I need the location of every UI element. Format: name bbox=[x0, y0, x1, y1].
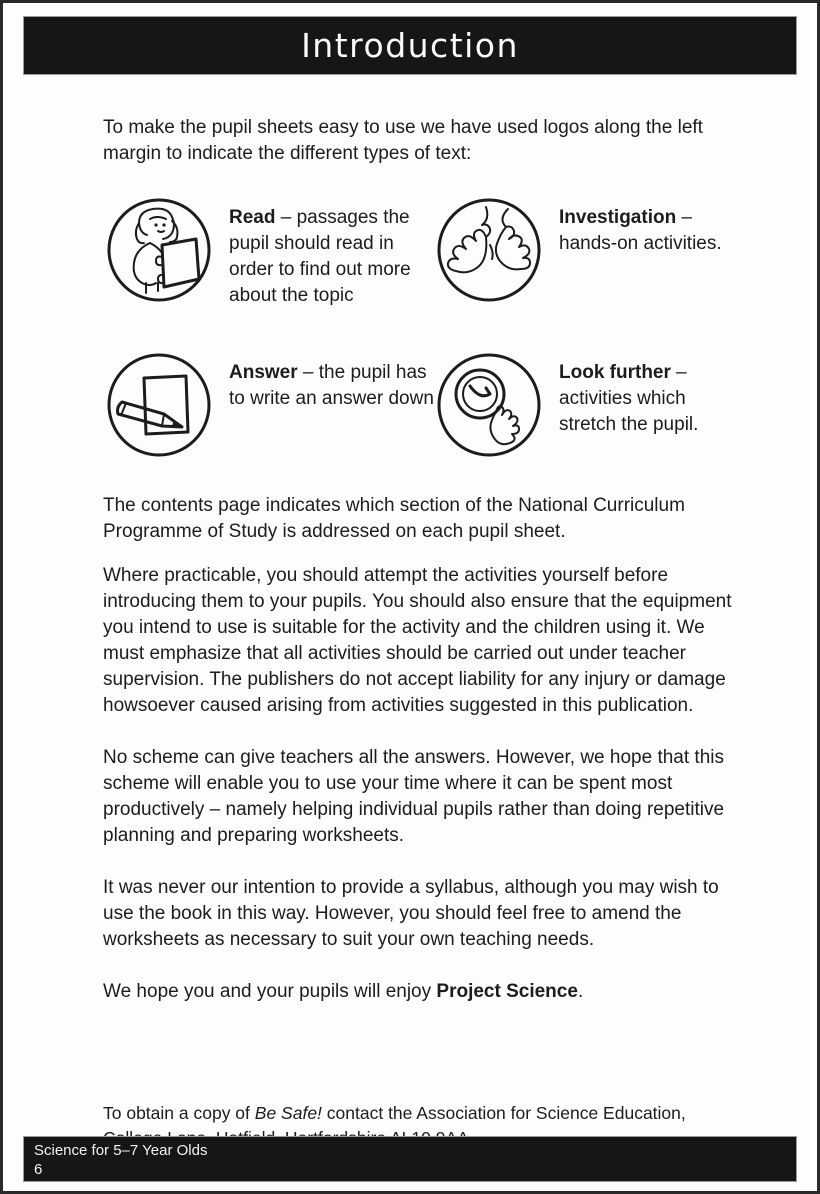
hands-icon bbox=[436, 197, 542, 303]
legend-item-read bbox=[106, 197, 436, 309]
footer-banner bbox=[24, 1137, 796, 1181]
intro-paragraph: To make the pupil sheets easy to use we have used logos along the left margin to indicate the different types of text: bbox=[103, 117, 703, 164]
closing-line bbox=[103, 979, 742, 1005]
page-content bbox=[3, 74, 817, 1151]
legend-text-answer bbox=[229, 360, 434, 412]
reading-girl-icon bbox=[106, 197, 212, 303]
logo-legend bbox=[106, 197, 742, 458]
footer-series-title: Science for 5–7 Year Olds bbox=[34, 1142, 208, 1159]
legend-label: Look further bbox=[559, 362, 671, 383]
legend-description: the pupil has to write an answer down bbox=[229, 362, 434, 409]
legend-label: Read bbox=[229, 207, 276, 228]
legend-description: hands-on activities. bbox=[559, 233, 722, 254]
footer-page-number: 6 bbox=[34, 1161, 43, 1178]
legend-text-investigation bbox=[559, 205, 734, 257]
legend-item-look-further bbox=[436, 352, 742, 458]
closing-suffix: . bbox=[577, 981, 584, 1002]
legend-text-look-further bbox=[559, 360, 734, 438]
legend-text-read bbox=[229, 205, 434, 309]
legend-separator: – bbox=[275, 207, 297, 228]
body-paragraph-scheme: No scheme can give teachers all the answers. However, we hope that this scheme will enable you to use your time where it can be spent most productively – namely helping individual pupils rather than doing repetitive planning and preparing worksheets. bbox=[103, 747, 725, 846]
note-prefix: To obtain a copy of bbox=[103, 1103, 255, 1123]
legend-label: Investigation bbox=[559, 207, 677, 228]
legend-description: passages the pupil should read in order to find out more about the topic bbox=[229, 207, 411, 306]
legend-item-investigation bbox=[436, 197, 742, 309]
header-banner bbox=[24, 17, 796, 74]
legend-separator: – bbox=[676, 207, 693, 228]
body-paragraph-contents: The contents page indicates which section of the National Curriculum Programme of Study is addressed on each pupil sheet. bbox=[103, 495, 685, 542]
magnifier-hand-icon bbox=[436, 352, 542, 458]
legend-description: activities which stretch the pupil. bbox=[559, 388, 699, 435]
legend-item-answer bbox=[106, 352, 436, 458]
closing-prefix: We hope you and your pupils will enjoy bbox=[103, 981, 437, 1002]
closing-emphasis: Project Science bbox=[436, 981, 578, 1002]
legend-separator: – bbox=[297, 362, 319, 383]
legend-label: Answer bbox=[229, 362, 298, 383]
note-title-italic: Be Safe! bbox=[254, 1103, 322, 1123]
pencil-paper-icon bbox=[106, 352, 212, 458]
body-paragraph-syllabus: It was never our intention to provide a syllabus, although you may wish to use the book in this way. However, you should feel free to amend the worksheets as necessary to suit your own teaching needs. bbox=[103, 877, 719, 950]
legend-separator: – bbox=[670, 362, 687, 383]
note-suffix: contact the Association for Science Education, bbox=[326, 1103, 686, 1123]
page-title: Introduction bbox=[301, 26, 519, 65]
body-paragraph-practicable: Where practicable, you should attempt the activities yourself before introducing them to your pupils. You should also ensure that the equipment you intend to use is suitable for the activity and the children using it. We must emphasize that all activities should be carried out under teacher supervision. The publishers do not accept liability for any injury or damage howsoever caused arising from activities suggested in this publication. bbox=[103, 565, 732, 716]
